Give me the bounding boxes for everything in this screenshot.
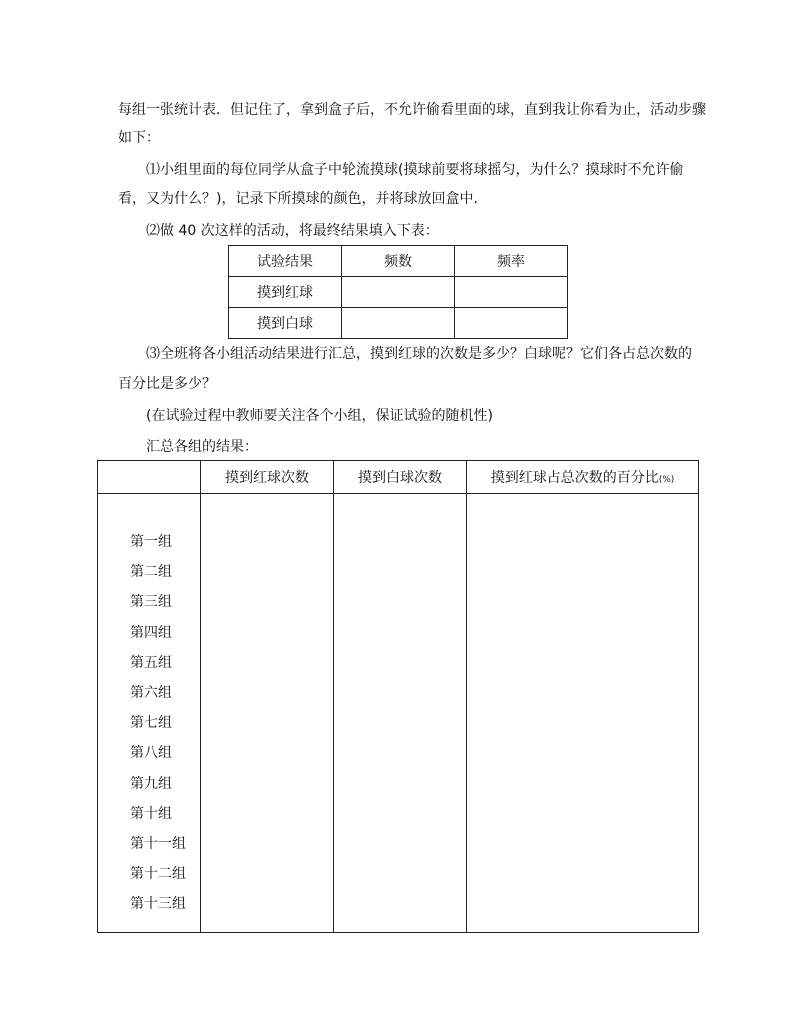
list-item: 第十二组	[130, 866, 186, 883]
frequency-row-label: 摸到红球	[229, 277, 342, 308]
list-item: 第三组	[130, 594, 172, 611]
group-list-cell	[98, 494, 201, 933]
table-row	[229, 277, 568, 308]
summary-table-header: 摸到红球次数	[201, 461, 334, 494]
step3-line-1: ⑶全班将各小组活动结果进行汇总，摸到红球的次数是多少？白球呢？它们各占总次数的	[146, 346, 692, 362]
list-item: 第四组	[130, 624, 172, 641]
group-list	[98, 494, 200, 932]
red-percentage-column	[467, 494, 699, 933]
summary-table-header-blank	[98, 461, 201, 494]
summary-table-body-row	[98, 494, 699, 933]
list-item: 第二组	[130, 564, 172, 581]
step2-text: ⑵做 40 次这样的活动，将最终结果填入下表：	[146, 223, 439, 239]
frequency-table-header-row	[229, 246, 568, 277]
list-item: 第七组	[130, 715, 172, 732]
list-item: 第六组	[130, 684, 172, 701]
white-count-column	[334, 494, 467, 933]
frequency-rate-cell	[455, 308, 568, 339]
summary-label: 汇总各组的结果：	[146, 439, 258, 455]
frequency-table-header: 频率	[455, 246, 568, 277]
summary-table-header-row	[98, 461, 699, 494]
summary-table-header: 摸到白球次数	[334, 461, 467, 494]
list-item: 第十组	[130, 805, 172, 822]
intro-line-2: 如下：	[118, 130, 160, 146]
frequency-rate-cell	[455, 277, 568, 308]
list-item: 第九组	[130, 775, 172, 792]
percent-unit: (%)	[658, 475, 675, 485]
list-item: 第八组	[130, 745, 172, 762]
list-item: 第十三组	[130, 896, 186, 913]
summary-table-header	[467, 461, 699, 494]
red-count-column	[201, 494, 334, 933]
frequency-cell	[342, 277, 455, 308]
intro-line-1: 每组一张统计表．但记住了，拿到盒子后，不允许偷看里面的球，直到我让你看为止，活动步骤	[118, 102, 706, 118]
list-item: 第五组	[130, 654, 172, 671]
step1-line-1: ⑴小组里面的每位同学从盒子中轮流摸球(摸球前要将球摇匀，为什么？摸球时不允许偷	[146, 162, 684, 178]
step1-line-2: 看，又为什么？)，记录下所摸球的颜色，并将球放回盒中．	[118, 191, 488, 207]
frequency-cell	[342, 308, 455, 339]
frequency-row-label: 摸到白球	[229, 308, 342, 339]
teacher-note: (在试验过程中教师要关注各个小组，保证试验的随机性)	[146, 408, 493, 424]
summary-percent-header-text: 摸到红球占总次数的百分比	[490, 470, 659, 486]
frequency-table-header: 试验结果	[229, 246, 342, 277]
frequency-table-header: 频数	[342, 246, 455, 277]
table-row	[229, 308, 568, 339]
step3-line-2: 百分比是多少？	[118, 376, 216, 392]
list-item: 第十一组	[130, 835, 186, 852]
summary-table	[97, 460, 699, 933]
list-item: 第一组	[130, 534, 172, 550]
frequency-table	[228, 245, 568, 339]
